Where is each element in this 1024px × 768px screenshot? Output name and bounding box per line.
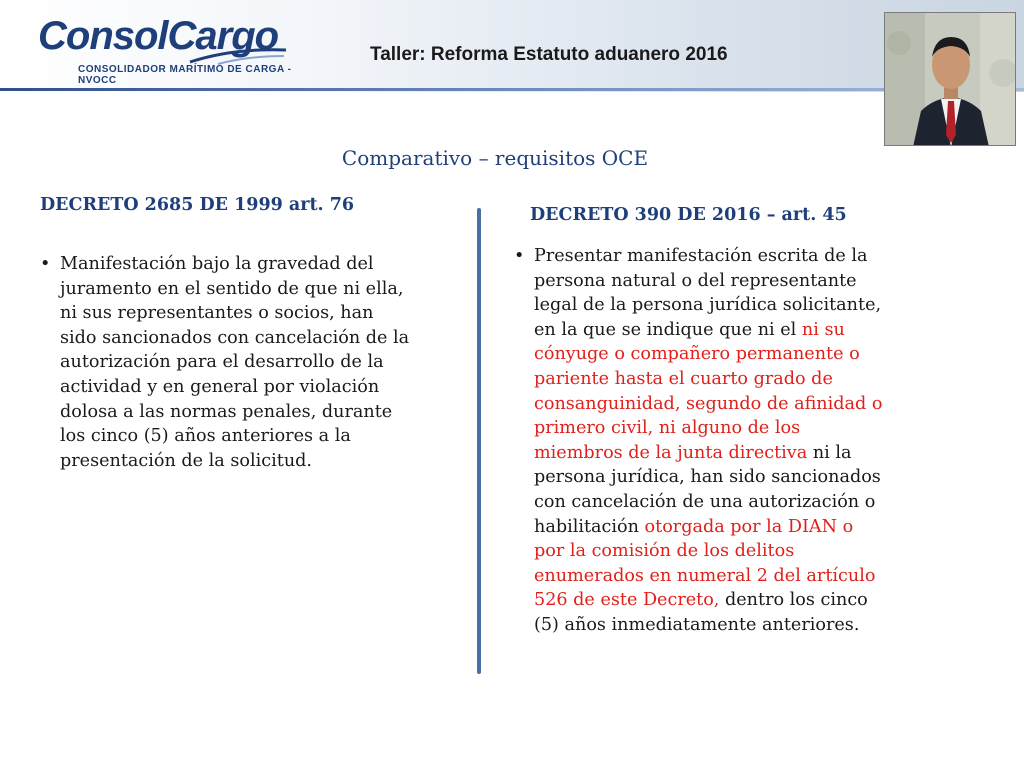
slide-title: Comparativo – requisitos OCE xyxy=(341,146,649,170)
text-line: actividad y en general por violación xyxy=(60,376,380,397)
logo-subtitle: CONSOLIDADOR MARÍTIMO DE CARGA - NVOCC xyxy=(78,64,292,86)
text-segment: dentro los cinco xyxy=(719,590,868,611)
left-column-heading: DECRETO 2685 DE 1999 art. 76 xyxy=(40,195,355,215)
presenter-portrait-icon xyxy=(885,13,1016,146)
logo-swoosh-icon xyxy=(188,44,288,66)
text-segment: legal de la persona jurídica solicitante, xyxy=(534,295,882,316)
text-line: dolosa a las normas penales, durante xyxy=(60,401,393,422)
text-line xyxy=(534,416,934,441)
text-segment: Presentar manifestación escrita de la xyxy=(534,246,868,266)
highlighted-text: ni su xyxy=(801,319,845,340)
text-line xyxy=(534,613,934,638)
text-segment: con cancelación de una autorización o xyxy=(534,491,876,512)
text-line xyxy=(534,367,934,392)
text-segment: (5) años inmediatamente anteriores. xyxy=(534,614,860,635)
highlighted-text: primero civil, ni alguno de los xyxy=(534,418,801,439)
logo-wordmark: ConsolCargo xyxy=(38,14,279,58)
text-segment: en la que se indique que ni el xyxy=(534,319,802,340)
left-bullet-row xyxy=(40,252,460,473)
highlighted-text: consanguinidad, segundo de afinidad o xyxy=(534,393,883,414)
bullet-dot-icon: • xyxy=(40,254,51,274)
left-bullet-text xyxy=(60,252,460,473)
highlighted-text: enumerados en numeral 2 del artículo xyxy=(534,565,876,586)
text-line: presentación de la solicitud. xyxy=(60,450,312,471)
text-line: autorización para el desarrollo de la xyxy=(60,352,384,373)
consolcargo-logo xyxy=(38,14,298,86)
right-bullet-row xyxy=(514,244,934,638)
right-column-heading: DECRETO 390 DE 2016 – art. 45 xyxy=(530,205,847,225)
right-column-bullet xyxy=(514,244,934,638)
text-line xyxy=(534,318,934,343)
text-line: Manifestación bajo la gravedad del xyxy=(60,254,374,274)
text-line: sido sancionados con cancelación de la xyxy=(60,327,410,348)
text-segment: persona natural o del representante xyxy=(534,270,857,291)
highlighted-text: por la comisión de los delitos xyxy=(534,541,795,562)
column-divider xyxy=(477,208,481,674)
text-line xyxy=(534,588,934,613)
header-title: Taller: Reforma Estatuto aduanero 2016 xyxy=(370,44,728,65)
text-line: ni sus representantes o socios, han xyxy=(60,303,374,324)
highlighted-text: miembros de la junta directiva xyxy=(534,442,808,463)
highlighted-text: otorgada por la DIAN o xyxy=(644,516,854,537)
highlighted-text: 526 de este Decreto, xyxy=(534,590,720,611)
bullet-dot-icon: • xyxy=(514,246,525,266)
text-line xyxy=(534,441,934,466)
text-segment: ni la xyxy=(807,442,852,463)
text-line xyxy=(534,392,934,417)
text-line xyxy=(534,465,934,490)
text-line: juramento en el sentido de que ni ella, xyxy=(60,278,404,299)
text-segment: persona jurídica, han sido sancionados xyxy=(534,467,881,488)
text-line xyxy=(534,490,934,515)
right-bullet-text xyxy=(534,244,934,638)
text-line xyxy=(534,293,934,318)
left-column-bullet xyxy=(40,252,460,473)
text-line xyxy=(534,564,934,589)
text-line xyxy=(534,539,934,564)
highlighted-text: cónyuge o compañero permanente o xyxy=(534,344,860,365)
text-line xyxy=(534,244,934,269)
text-line xyxy=(534,269,934,294)
text-line: los cinco (5) años anteriores a la xyxy=(60,426,351,447)
text-segment: habilitación xyxy=(534,516,645,537)
text-line xyxy=(534,515,934,540)
highlighted-text: pariente hasta el cuarto grado de xyxy=(534,368,833,389)
header-divider-line xyxy=(0,88,1024,91)
text-line xyxy=(534,342,934,367)
presenter-photo xyxy=(884,12,1016,146)
